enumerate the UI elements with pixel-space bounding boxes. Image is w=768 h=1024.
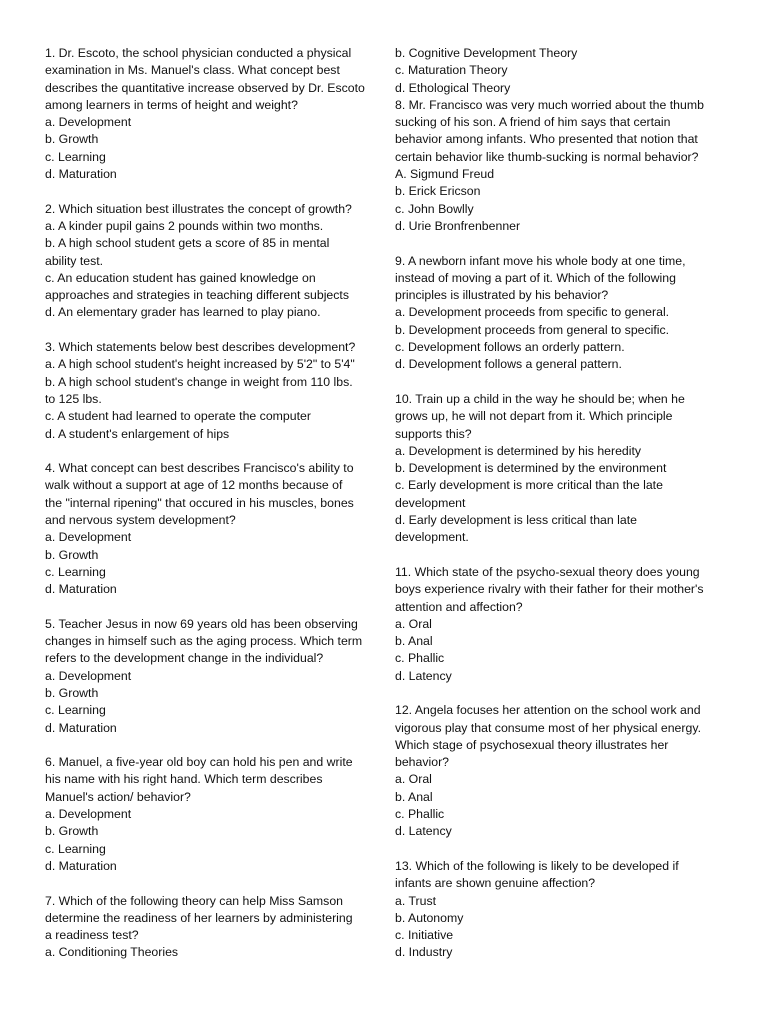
answer-option: ability test. (45, 253, 104, 268)
answer-option: a. Development (45, 115, 132, 130)
question-text: 13. Which of the following is likely to be developed if (395, 858, 679, 873)
question-text: among learners in terms of height and weight? (45, 97, 298, 112)
question-block (45, 616, 375, 737)
question-text: 7. Which of the following theory can help Miss Samson (45, 893, 344, 908)
answer-option: a. Oral (395, 772, 432, 787)
answer-option: b. Anal (395, 634, 433, 649)
question-block (45, 339, 375, 443)
question-block (45, 201, 375, 322)
question-text: 3. Which statements below best describes development? (45, 340, 356, 355)
answer-option: a. A high school student's height increased by 5'2" to 5'4" (45, 357, 355, 372)
question-text: attention and affection? (395, 599, 523, 614)
question-text: a readiness test? (45, 928, 139, 943)
answer-option: b. A high school student's change in weight from 110 lbs. (45, 374, 353, 389)
question-text: sucking of his son. A friend of him says that certain (395, 115, 671, 130)
question-text: examination in Ms. Manuel's class. What concept best (45, 63, 340, 78)
answer-option: c. Phallic (395, 807, 445, 822)
question-text: the "internal ripening" that occured in his muscles, bones (45, 495, 354, 510)
answer-option: d. Latency (395, 668, 452, 683)
answer-option: d. An elementary grader has learned to play piano. (45, 305, 321, 320)
question-text: principles is illustrated by his behavior? (395, 288, 609, 303)
question-text: changes in himself such as the aging process. Which term (45, 634, 363, 649)
answer-option: development. (395, 530, 469, 545)
answer-option: a. Conditioning Theories (45, 945, 179, 960)
answer-option: approaches and strategies in teaching different subjects (45, 288, 349, 303)
question-block (395, 702, 725, 840)
answer-option: b. Growth (45, 824, 99, 839)
question-block (395, 253, 725, 374)
question-text: instead of moving a part of it. Which of the following (395, 270, 676, 285)
question-text: 4. What concept can best describes Francisco's ability to (45, 461, 354, 476)
answer-option: b. Growth (45, 132, 99, 147)
answer-option: a. Oral (395, 616, 432, 631)
question-text: Manuel's action/ behavior? (45, 789, 191, 804)
answer-option: d. Ethological Theory (395, 80, 511, 95)
answer-option: a. Development (45, 668, 132, 683)
question-block (45, 754, 375, 875)
question-text: grows up, he will not depart from it. Which principle (395, 409, 673, 424)
question-text: 1. Dr. Escoto, the school physician conducted a physical (45, 46, 352, 60)
answer-option: b. Autonomy (395, 910, 464, 925)
question-text: walk without a support at age of 12 months because of (45, 478, 343, 493)
question-text: his name with his right hand. Which term describes (45, 772, 323, 787)
question-text: 2. Which situation best illustrates the concept of growth? (45, 201, 352, 216)
answer-option: b. Growth (45, 547, 99, 562)
left-column (45, 45, 375, 979)
answer-option: c. Phallic (395, 651, 445, 666)
answer-option: c. Learning (45, 564, 106, 579)
answer-option: d. Maturation (45, 582, 117, 597)
question-text: vigorous play that consume most of her physical energy. (395, 720, 701, 735)
question-text: infants are shown genuine affection? (395, 876, 596, 891)
answer-option: b. Growth (45, 685, 99, 700)
question-text: refers to the development change in the individual? (45, 651, 324, 666)
answer-option: b. Development is determined by the environment (395, 461, 667, 476)
answer-option: d. Maturation (45, 720, 117, 735)
question-text: 11. Which state of the psycho-sexual theory does young (395, 564, 700, 579)
answer-option: c. Maturation Theory (395, 63, 508, 78)
answer-option: A. Sigmund Freud (395, 167, 495, 182)
question-text: behavior among infants. Who presented that notion that (395, 132, 698, 147)
question-text: determine the readiness of her learners by administering (45, 910, 353, 925)
answer-option: b. Anal (395, 789, 433, 804)
answer-option: c. Initiative (395, 928, 454, 943)
answer-option: c. A student had learned to operate the computer (45, 409, 311, 424)
answer-option: d. Industry (395, 945, 453, 960)
right-column (395, 45, 725, 979)
answer-option: c. Learning (45, 149, 106, 164)
question-text: and nervous system development? (45, 513, 236, 528)
answer-option: d. Urie Bronfrenbenner (395, 218, 521, 233)
answer-option: d. Early development is less critical than late (395, 513, 637, 528)
answer-option: c. Learning (45, 841, 106, 856)
answer-option: a. Development (45, 530, 132, 545)
answer-option: d. Maturation (45, 167, 117, 182)
answer-option: d. Development follows a general pattern. (395, 357, 622, 372)
question-text: 5. Teacher Jesus in now 69 years old has been observing (45, 616, 358, 631)
answer-option: c. Learning (45, 703, 106, 718)
answer-option: d. Latency (395, 824, 452, 839)
answer-option: c. John Bowlly (395, 201, 474, 216)
answer-option: a. Development proceeds from specific to general. (395, 305, 670, 320)
answer-option: a. Development is determined by his heredity (395, 443, 642, 458)
answer-option: d. Maturation (45, 858, 117, 873)
answer-option: c. Early development is more critical than the late (395, 478, 663, 493)
question-block (395, 564, 725, 685)
question-text: 8. Mr. Francisco was very much worried about the thumb (395, 97, 704, 112)
question-text: 9. A newborn infant move his whole body at one time, (395, 253, 686, 268)
question-text: Which stage of psychosexual theory illustrates her (395, 737, 669, 752)
answer-option: b. Development proceeds from general to specific. (395, 322, 670, 337)
question-block (395, 45, 725, 97)
answer-option: b. Cognitive Development Theory (395, 46, 578, 60)
question-text: certain behavior like thumb-sucking is normal behavior? (395, 149, 699, 164)
question-text: behavior? (395, 755, 450, 770)
question-text: supports this? (395, 426, 472, 441)
answer-option: development (395, 495, 466, 510)
question-text: 6. Manuel, a five-year old boy can hold his pen and write (45, 755, 353, 770)
question-block (45, 45, 375, 183)
answer-option: to 125 lbs. (45, 391, 102, 406)
question-block (45, 460, 375, 598)
question-text: 10. Train up a child in the way he should be; when he (395, 391, 685, 406)
answer-option: b. A high school student gets a score of 85 in mental (45, 236, 330, 251)
question-block (45, 893, 375, 962)
answer-option: a. Trust (395, 893, 437, 908)
answer-option: c. Development follows an orderly pattern. (395, 340, 625, 355)
answer-option: a. Development (45, 807, 132, 822)
question-text: 12. Angela focuses her attention on the school work and (395, 703, 701, 718)
question-block (395, 391, 725, 547)
answer-option: d. A student's enlargement of hips (45, 426, 230, 441)
answer-option: b. Erick Ericson (395, 184, 481, 199)
question-block (395, 97, 725, 235)
question-block (395, 858, 725, 962)
question-text: describes the quantitative increase observed by Dr. Escoto (45, 80, 365, 95)
answer-option: c. An education student has gained knowledge on (45, 270, 316, 285)
answer-option: a. A kinder pupil gains 2 pounds within two months. (45, 218, 324, 233)
question-text: boys experience rivalry with their father for their mother's (395, 582, 704, 597)
